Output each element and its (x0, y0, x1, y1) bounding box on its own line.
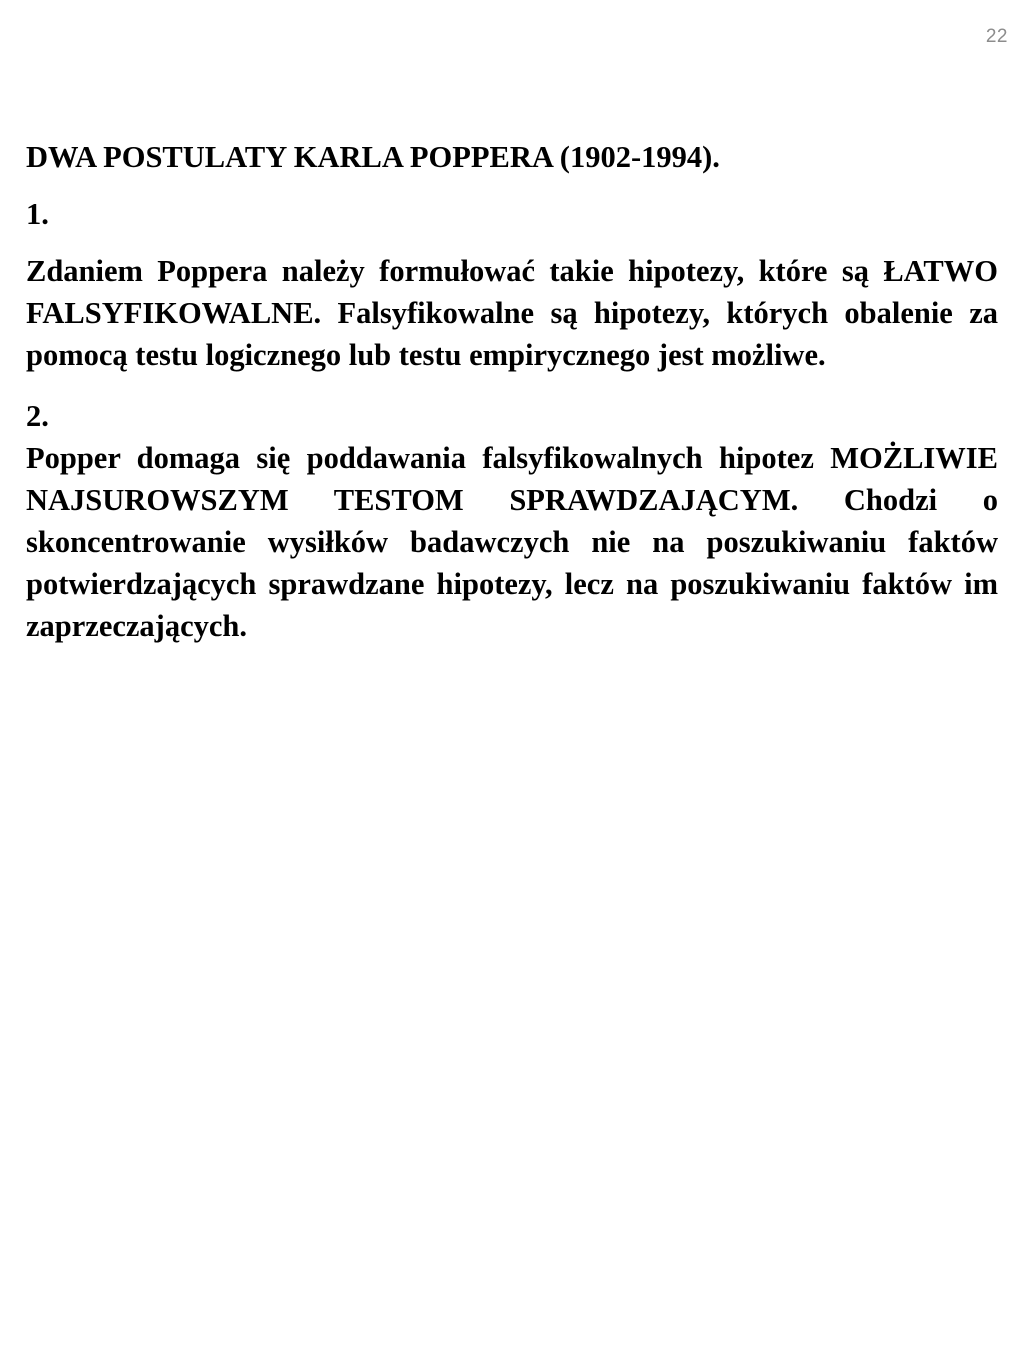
page-number: 22 (985, 26, 1008, 47)
section-1-number: 1. (26, 197, 49, 231)
section-2-number: 2. (26, 399, 49, 433)
document-title: DWA POSTULATY KARLA POPPERA (1902-1994). (26, 140, 720, 174)
section-1-text: Zdaniem Poppera należy formułować takie hipotezy, które są ŁATWO FALSYFIKOWALNE. Falsyfikowalne są hipotezy, których obalenie za pomocą testu logicznego lub testu empirycznego jest możliwe. (26, 254, 998, 372)
section-2-text: Popper domaga się poddawania falsyfikowalnych hipotez MOŻLIWIE NAJSUROWSZYM TESTOM SPRAWDZAJĄCYM. Chodzi o skoncentrowanie wysiłków badawczych nie na poszukiwaniu faktów potwierdzających sprawdzane hipotezy, lecz na poszukiwaniu faktów im zaprzeczających. (26, 441, 998, 643)
document-body (26, 136, 998, 647)
